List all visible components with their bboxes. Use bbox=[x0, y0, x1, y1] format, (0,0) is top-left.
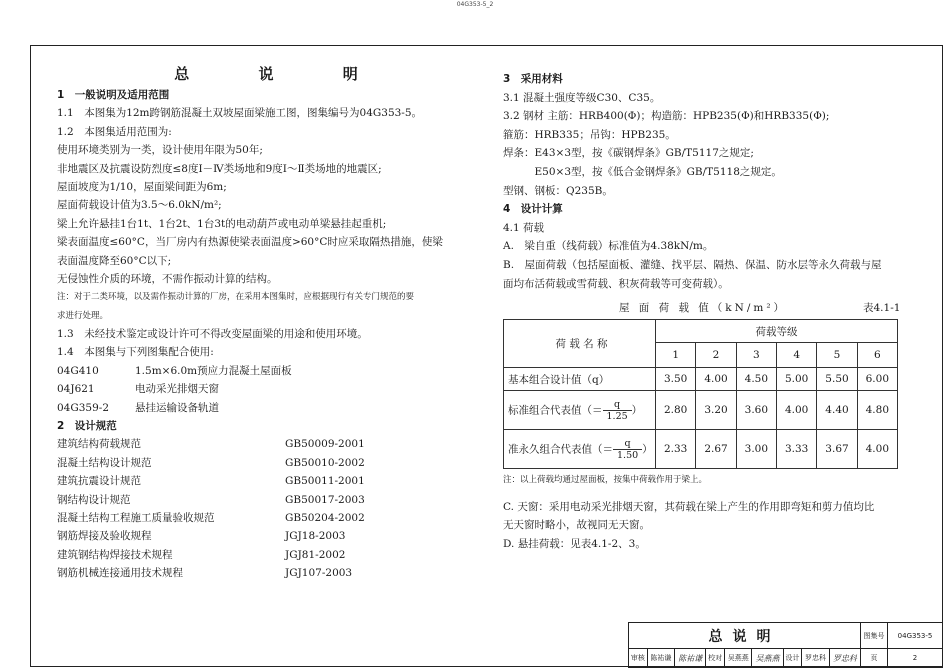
para-steel-plate: 型钢、钢板：Q235B。 bbox=[503, 184, 613, 197]
row-name bbox=[504, 391, 656, 430]
atlas-desc: 悬挂运输设备轨道 bbox=[135, 401, 219, 414]
fraction-numerator: q bbox=[603, 399, 632, 411]
page-code: 04G353-5_2 bbox=[456, 1, 494, 8]
row-name-text: 标准组合代表值（＝ bbox=[508, 404, 603, 417]
level-cell: 1 bbox=[656, 343, 696, 368]
design-label: 设计 bbox=[783, 649, 802, 668]
atlas-row bbox=[57, 362, 477, 380]
standard-row bbox=[57, 564, 477, 582]
fraction bbox=[613, 438, 642, 461]
fraction bbox=[603, 399, 632, 422]
scope-line-5: 梁上允许悬挂1台1t、1台2t、1台3t的电动葫芦或电动单梁悬挂起重机; bbox=[57, 217, 387, 230]
scope-line-8: 无侵蚀性介质的环境，不需作振动计算的结构。 bbox=[57, 272, 278, 285]
para-c-2: 无天窗时略小，故视同无天窗。 bbox=[503, 519, 650, 532]
atlas-code: 04G410 bbox=[57, 364, 99, 377]
standard-code: GB50010-2002 bbox=[285, 456, 365, 469]
standard-row bbox=[57, 491, 477, 509]
section-1-heading: 1 一般说明及适用范围 bbox=[57, 89, 170, 101]
atlas-code: 04J621 bbox=[57, 383, 95, 396]
table-row bbox=[504, 368, 898, 391]
level-cell: 2 bbox=[696, 343, 736, 368]
standard-code: JGJ107-2003 bbox=[285, 567, 353, 580]
review-signature: 陈祐谦 bbox=[675, 649, 706, 668]
title-block bbox=[628, 622, 943, 667]
left-column bbox=[57, 62, 477, 583]
row-name-text: 准永久组合代表值（＝ bbox=[508, 443, 613, 456]
para-4-1-a: A. 梁自重（线荷载）标准值为4.38kN/m。 bbox=[503, 240, 714, 253]
atlas-row bbox=[57, 399, 477, 417]
standard-row bbox=[57, 454, 477, 472]
scope-line-6: 梁表面温度≤60°C，当厂房内有热源使梁表面温度>60°C时应采取隔热措施，使梁 bbox=[57, 236, 443, 249]
review-name: 陈祐谦 bbox=[647, 649, 674, 668]
para-3-2: 3.2 钢材 主筋：HRB400(Φ)；构造筋：HPB235(Φ)和HRB335(Φ); bbox=[503, 110, 830, 123]
row-name: 基本组合设计值（q） bbox=[504, 368, 656, 391]
standard-name: 建筑钢结构焊接技术规程 bbox=[57, 548, 173, 561]
value-cell: 4.50 bbox=[736, 368, 776, 391]
standard-name: 钢筋焊接及验收规程 bbox=[57, 530, 152, 543]
para-1-1: 1.1 本图集为12m跨钢筋混凝土双坡屋面梁施工图，图集编号为04G353-5。 bbox=[57, 107, 423, 120]
standard-code: GB50017-2003 bbox=[285, 493, 365, 506]
value-cell: 5.50 bbox=[817, 368, 857, 391]
fraction-numerator: q bbox=[613, 438, 642, 450]
para-3-1: 3.1 混凝土强度等级C30、C35。 bbox=[503, 91, 661, 104]
value-cell: 3.60 bbox=[736, 391, 776, 430]
scope-line-7: 表面温度降至60°C以下; bbox=[57, 254, 172, 267]
para-4-1-b-2: 面均布活荷载或雪荷载、积灰荷载等可变荷载）。 bbox=[503, 277, 729, 290]
standard-name: 建筑抗震设计规范 bbox=[57, 475, 141, 488]
standard-row bbox=[57, 472, 477, 490]
page-number: 2 bbox=[888, 649, 943, 668]
note-line-1: 注：对于二类环境，以及需作振动计算的厂房，在采用本图集时，应根据现行有关专门规范的要 bbox=[57, 292, 415, 303]
para-1-2: 1.2 本图集适用范围为: bbox=[57, 125, 172, 138]
section-4-heading: 4 设计计算 bbox=[503, 203, 563, 216]
table-number: 表4.1-1 bbox=[863, 302, 901, 315]
value-cell: 2.33 bbox=[656, 430, 696, 469]
para-c-1: C. 天窗：采用电动采光排烟天窗，其荷载在梁上产生的作用即弯矩和剪力值均比 bbox=[503, 500, 875, 513]
design-signature: 罗忠科 bbox=[829, 649, 860, 668]
value-cell: 4.80 bbox=[857, 391, 897, 430]
value-cell: 4.00 bbox=[777, 391, 817, 430]
row-name-close: ） bbox=[642, 443, 653, 456]
standard-code: GB50011-2001 bbox=[285, 475, 365, 488]
level-cell: 6 bbox=[857, 343, 897, 368]
para-d: D. 悬挂荷载：见表4.1-2、3。 bbox=[503, 537, 646, 550]
fraction-denominator: 1.50 bbox=[617, 449, 639, 461]
table-caption: 屋 面 荷 载 值（kN/m²） bbox=[618, 302, 788, 315]
scope-line-3: 屋面坡度为1/10，屋面梁间距为6m; bbox=[57, 180, 227, 193]
load-table bbox=[503, 319, 898, 469]
section-3-heading: 3 采用材料 bbox=[503, 73, 563, 85]
value-cell: 2.67 bbox=[696, 430, 736, 469]
standard-row bbox=[57, 546, 477, 564]
scope-line-1: 使用环境类别为一类，设计使用年限为50年; bbox=[57, 144, 263, 157]
level-cell: 5 bbox=[817, 343, 857, 368]
standard-row bbox=[57, 509, 477, 527]
value-cell: 4.00 bbox=[696, 368, 736, 391]
table-name-header: 荷 载 名 称 bbox=[504, 320, 656, 368]
value-cell: 3.00 bbox=[736, 430, 776, 469]
standard-code: GB50009-2001 bbox=[285, 438, 365, 451]
value-cell: 3.33 bbox=[777, 430, 817, 469]
para-4-1: 4.1 荷载 bbox=[503, 221, 545, 234]
atlas-desc: 1.5m×6.0m预应力混凝土屋面板 bbox=[135, 364, 292, 377]
standard-row bbox=[57, 435, 477, 453]
table-row bbox=[504, 430, 898, 469]
standard-name: 钢筋机械连接通用技术规程 bbox=[57, 567, 183, 580]
value-cell: 4.00 bbox=[857, 430, 897, 469]
standard-name: 混凝土结构工程施工质量验收规范 bbox=[57, 511, 215, 524]
value-cell: 6.00 bbox=[857, 368, 897, 391]
table-level-header: 荷载等级 bbox=[656, 320, 898, 343]
para-4-1-b-1: B. 屋面荷载（包括屋面板、灌缝、找平层、隔热、保温、防水层等永久荷载与屋 bbox=[503, 258, 882, 271]
para-1-3: 1.3 未经技术鉴定或设计许可不得改变屋面梁的用途和使用环境。 bbox=[57, 328, 368, 341]
scope-line-4: 屋面荷载设计值为3.5～6.0kN/m²; bbox=[57, 199, 222, 212]
table-caption-row bbox=[503, 297, 918, 319]
table-note: 注：以上荷载均通过屋面板，按集中荷载作用于梁上。 bbox=[503, 475, 708, 486]
atlas-desc: 电动采光排烟天窗 bbox=[135, 383, 219, 396]
right-column bbox=[503, 70, 918, 554]
value-cell: 3.20 bbox=[696, 391, 736, 430]
standard-name: 钢结构设计规范 bbox=[57, 493, 131, 506]
page-title: 总 说 明 bbox=[174, 65, 390, 83]
value-cell: 5.00 bbox=[777, 368, 817, 391]
value-cell: 4.40 bbox=[817, 391, 857, 430]
level-cell: 3 bbox=[736, 343, 776, 368]
review-label: 审核 bbox=[629, 649, 648, 668]
para-electrode-2: E50×3型，按《低合金钢焊条》GB/T5118之规定。 bbox=[503, 165, 782, 178]
standard-name: 混凝土结构设计规范 bbox=[57, 456, 152, 469]
para-1-4: 1.4 本图集与下列图集配合使用: bbox=[57, 346, 214, 359]
standard-code: GB50204-2002 bbox=[285, 511, 365, 524]
check-signature: 吴燕燕 bbox=[752, 649, 783, 668]
standard-code: JGJ81-2002 bbox=[285, 548, 346, 561]
para-3-2-stirrup: 箍筋：HRB335；吊钩：HPB235。 bbox=[503, 128, 676, 141]
check-name: 吴燕燕 bbox=[725, 649, 752, 668]
scope-line-2: 非地震区及抗震设防烈度≤8度Ⅰ－Ⅳ类场地和9度Ⅰ～Ⅱ类场地的地震区; bbox=[57, 162, 382, 175]
table-row bbox=[504, 391, 898, 430]
standard-code: JGJ18-2003 bbox=[285, 530, 346, 543]
atlas-no-label: 图集号 bbox=[861, 623, 888, 649]
title-block-title: 总说明 bbox=[629, 623, 861, 649]
value-cell: 3.50 bbox=[656, 368, 696, 391]
value-cell: 3.67 bbox=[817, 430, 857, 469]
section-2-heading: 2 设计规范 bbox=[57, 420, 117, 433]
atlas-code: 04G359-2 bbox=[57, 401, 110, 414]
row-name bbox=[504, 430, 656, 469]
atlas-no-value: 04G353-5 bbox=[888, 623, 943, 649]
check-label: 校对 bbox=[706, 649, 725, 668]
page-label: 页 bbox=[861, 649, 888, 668]
standard-name: 建筑结构荷载规范 bbox=[57, 438, 141, 451]
design-name: 罗忠科 bbox=[802, 649, 829, 668]
row-name-close: ） bbox=[631, 404, 643, 417]
value-cell: 2.80 bbox=[656, 391, 696, 430]
para-electrode-1: 焊条：E43×3型，按《碳钢焊条》GB/T5117之规定; bbox=[503, 147, 754, 160]
atlas-row bbox=[57, 380, 477, 398]
standard-row bbox=[57, 527, 477, 545]
fraction-denominator: 1.25 bbox=[606, 410, 628, 422]
note-line-2: 求进行处理。 bbox=[57, 310, 109, 321]
level-cell: 4 bbox=[777, 343, 817, 368]
